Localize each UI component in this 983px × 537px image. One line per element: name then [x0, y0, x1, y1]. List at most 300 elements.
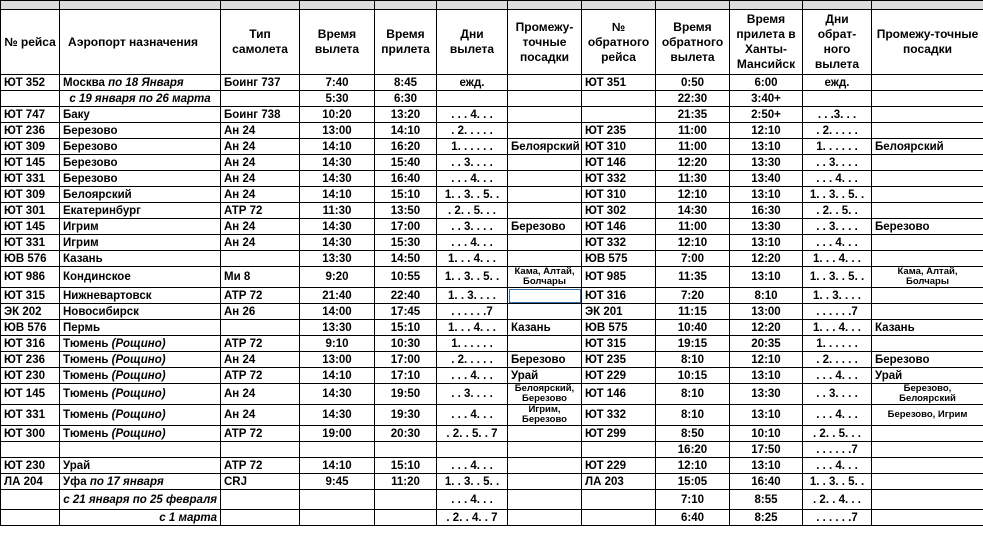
- cell-arr: [375, 235, 437, 251]
- cell-text: 12:20: [677, 156, 708, 169]
- cell-text: 14:30: [322, 220, 352, 233]
- cell-text: 10:30: [390, 337, 421, 350]
- cell-flight: [1, 405, 60, 426]
- cell-text: 13:50: [390, 204, 421, 217]
- cell-text: . . 3. . . .: [451, 220, 493, 233]
- cell-text: ЮТ 145: [4, 220, 45, 233]
- cell-text: 8:10: [754, 289, 778, 302]
- cell-text: 6:30: [393, 92, 418, 105]
- cell-ret-stops: [872, 91, 983, 107]
- cell-text: Белоярский, Березово: [514, 383, 575, 404]
- schedule-body: [1, 75, 983, 526]
- cell-ret-dep: [656, 458, 730, 474]
- cell-text: . . . 4. . .: [451, 172, 493, 185]
- cell-destination: [60, 155, 221, 171]
- cell-flight: [1, 384, 60, 405]
- cell-aircraft: [221, 251, 300, 267]
- cell-ret-arr: [730, 490, 803, 510]
- cell-flight: [1, 267, 60, 288]
- cell-text: 10:40: [677, 321, 708, 334]
- cell-text: ЮТ 145: [4, 156, 45, 169]
- cell-text: 0:50: [680, 76, 705, 89]
- cell-text: 2:50+: [751, 108, 781, 121]
- cell-days: [437, 320, 508, 336]
- cell-days: [437, 405, 508, 426]
- cell-days: [437, 219, 508, 235]
- cell-ret-stops: [872, 510, 983, 526]
- cell-ret-arr: [730, 91, 803, 107]
- cell-text: . . . 4. . .: [816, 172, 858, 185]
- cell-dep: [300, 352, 375, 368]
- cell-aircraft: [221, 267, 300, 288]
- cell-destination: [60, 405, 221, 426]
- cell-dep: [300, 458, 375, 474]
- cell-ret-days: [803, 442, 872, 458]
- cell-text: 12:10: [751, 124, 781, 137]
- cell-arr: [375, 352, 437, 368]
- cell-text: . . . 4. . .: [451, 409, 493, 421]
- cell-text: ЮТ 230: [4, 369, 45, 382]
- cell-text: Екатеринбург: [63, 204, 141, 217]
- cell-ret-stops: [872, 288, 983, 304]
- cell-days: [437, 107, 508, 123]
- cell-ret-dep: [656, 490, 730, 510]
- cell-destination: [60, 474, 221, 490]
- cell-arr: [375, 288, 437, 304]
- cell-ret-flight: [582, 320, 656, 336]
- cell-ret-stops: [872, 267, 983, 288]
- cell-text: ЮТ 146: [585, 156, 626, 169]
- cell-aircraft: [221, 75, 300, 91]
- cell-text: Ан 26: [224, 305, 256, 318]
- cell-ret-days: [803, 384, 872, 405]
- cell-text: Ан 24: [224, 220, 256, 233]
- cell-text: 15:10: [390, 321, 421, 334]
- table-row: [1, 384, 983, 405]
- cell-text: Ан 24: [224, 236, 256, 249]
- cell-text: Березово, Игрим: [887, 409, 968, 420]
- cell-flight: [1, 251, 60, 267]
- table-row: [1, 139, 983, 155]
- destination-note: (Рощино): [111, 427, 166, 440]
- cell-ret-stops: [872, 304, 983, 320]
- cell-ret-arr: [730, 384, 803, 405]
- cell-dep: [300, 107, 375, 123]
- cell-ret-arr: [730, 75, 803, 91]
- cell-text: 13:10: [751, 271, 781, 283]
- cell-aircraft: [221, 426, 300, 442]
- cell-ret-dep: [656, 474, 730, 490]
- cell-text: Ан 24: [224, 156, 256, 169]
- cell-ret-dep: [656, 187, 730, 203]
- cell-text: с 21 января по 25 февраля: [63, 493, 217, 506]
- cell-text: ЮТ 301: [4, 204, 45, 217]
- table-row: [1, 426, 983, 442]
- cell-text: Кондинское: [63, 271, 131, 283]
- cell-flight: [1, 458, 60, 474]
- table-row: [1, 107, 983, 123]
- cell-text: ЮТ 310: [585, 140, 626, 153]
- table-row: [1, 219, 983, 235]
- cell-text: 1. . . . . .: [451, 337, 493, 350]
- cell-text: Игрим: [63, 236, 99, 249]
- cell-text: Москва: [63, 76, 109, 89]
- cell-text: ЮТ 235: [585, 124, 626, 137]
- cell-text: 14:30: [322, 172, 352, 185]
- cell-text: 8:10: [680, 409, 705, 421]
- cell-flight: [1, 368, 60, 384]
- cell-text: ЮТ 230: [4, 459, 45, 472]
- cell-dep: [300, 405, 375, 426]
- cell-ret-arr: [730, 320, 803, 336]
- table-row: [1, 75, 983, 91]
- cell-text: ЮТ 229: [585, 369, 626, 382]
- cell-ret-stops: [872, 235, 983, 251]
- cell-text: ЮТ 331: [4, 409, 45, 421]
- cell-text: 17:50: [751, 443, 781, 456]
- cell-flight: [1, 352, 60, 368]
- cell-text: 1. . . 4. . .: [448, 321, 496, 334]
- cell-ret-stops: [872, 368, 983, 384]
- cell-text: 7:10: [680, 493, 705, 506]
- cell-text: 14:10: [322, 369, 352, 382]
- cell-ret-dep: [656, 352, 730, 368]
- cell-text: ЮТ 352: [4, 76, 45, 89]
- cell-destination: [60, 384, 221, 405]
- cell-ret-stops: [872, 405, 983, 426]
- cell-text: 16:30: [751, 204, 781, 217]
- cell-aircraft: [221, 320, 300, 336]
- cell-ret-flight: [582, 251, 656, 267]
- cell-aircraft: [221, 91, 300, 107]
- cell-text: АТР 72: [224, 427, 263, 440]
- cell-text: Березово: [63, 140, 118, 153]
- cell-text: 1. . 3. . . .: [813, 289, 861, 302]
- cell-ret-dep: [656, 320, 730, 336]
- cell-text: . . 3. . . .: [816, 388, 858, 400]
- cell-arr: [375, 336, 437, 352]
- cell-text: ЮТ 332: [585, 236, 626, 249]
- cell-text: 9:10: [325, 337, 349, 350]
- cell-days: [437, 235, 508, 251]
- cell-ret-dep: [656, 123, 730, 139]
- cell-text: Игрим: [63, 220, 99, 233]
- cell-stops: [508, 490, 582, 510]
- cell-days: [437, 368, 508, 384]
- cell-ret-flight: [582, 336, 656, 352]
- cell-text: 6:40: [680, 511, 705, 524]
- col-aircraft: Тип самолета: [221, 10, 300, 75]
- cell-text: с 1 марта: [159, 511, 217, 524]
- table-row: [1, 288, 983, 304]
- cell-ret-flight: [582, 187, 656, 203]
- cell-arr: [375, 75, 437, 91]
- cell-ret-days: [803, 123, 872, 139]
- cell-text: Белоярский: [511, 140, 580, 153]
- cell-text: 15:40: [390, 156, 421, 169]
- cell-days: [437, 442, 508, 458]
- cell-arr: [375, 442, 437, 458]
- cell-text: ЮТ 236: [4, 353, 45, 366]
- cell-aircraft: [221, 171, 300, 187]
- cell-text: Березово: [63, 124, 118, 137]
- cell-text: Новосибирск: [63, 305, 139, 318]
- cell-text: 1. . 3. . 5. .: [809, 271, 865, 283]
- cell-arr: [375, 155, 437, 171]
- cell-text: . . . 4. . .: [451, 369, 493, 382]
- cell-ret-stops: [872, 139, 983, 155]
- cell-stops: [508, 219, 582, 235]
- cell-aircraft: [221, 288, 300, 304]
- cell-text: 10:55: [390, 271, 421, 283]
- cell-ret-days: [803, 235, 872, 251]
- cell-ret-days: [803, 474, 872, 490]
- cell-text: ЮТ 302: [585, 204, 626, 217]
- cell-ret-arr: [730, 219, 803, 235]
- cell-ret-flight: [582, 288, 656, 304]
- cell-text: . 2. . 5. . 7: [446, 427, 498, 440]
- cell-text: ЮВ 576: [4, 252, 47, 265]
- cell-ret-arr: [730, 235, 803, 251]
- cell-aircraft: [221, 155, 300, 171]
- cell-flight: [1, 474, 60, 490]
- cell-text: 13:20: [390, 108, 421, 121]
- cell-text: Ан 24: [224, 188, 256, 201]
- cell-ret-days: [803, 203, 872, 219]
- cell-text: 13:10: [751, 459, 781, 472]
- cell-dep: [300, 251, 375, 267]
- cell-text: 8:10: [680, 388, 705, 400]
- cell-text: 17:00: [390, 220, 421, 233]
- cell-text: 16:40: [390, 172, 421, 185]
- cell-flight: [1, 171, 60, 187]
- cell-flight: [1, 510, 60, 526]
- cell-aircraft: [221, 187, 300, 203]
- cell-stops: [508, 384, 582, 405]
- cell-text: Ан 24: [224, 172, 256, 185]
- cell-aircraft: [221, 203, 300, 219]
- cell-stops: [508, 405, 582, 426]
- cell-text: ЮТ 331: [4, 172, 45, 185]
- cell-dep: [300, 123, 375, 139]
- cell-stops: [508, 235, 582, 251]
- cell-text: 15:30: [390, 236, 421, 249]
- cell-stops: [508, 474, 582, 490]
- cell-destination: [60, 510, 221, 526]
- cell-days: [437, 91, 508, 107]
- cell-days: [437, 139, 508, 155]
- cell-ret-arr: [730, 458, 803, 474]
- cell-days: [437, 304, 508, 320]
- cell-text: Казань: [511, 321, 551, 334]
- cell-days: [437, 288, 508, 304]
- cell-text: . . 3. . . .: [451, 388, 493, 400]
- cell-ret-days: [803, 75, 872, 91]
- cell-ret-arr: [730, 267, 803, 288]
- cell-arr: [375, 187, 437, 203]
- destination-note: (Рощино): [111, 388, 166, 400]
- cell-text: . . . . . .7: [816, 305, 858, 318]
- cell-ret-arr: [730, 352, 803, 368]
- cell-text: ЮВ 575: [585, 321, 628, 334]
- cell-ret-days: [803, 91, 872, 107]
- cell-ret-stops: [872, 171, 983, 187]
- cell-ret-dep: [656, 91, 730, 107]
- cell-text: 1. . 3. . 5. .: [809, 475, 865, 488]
- cell-ret-dep: [656, 304, 730, 320]
- cell-ret-days: [803, 490, 872, 510]
- cell-text: 19:00: [322, 427, 352, 440]
- cell-text: Березово: [511, 353, 566, 366]
- cell-destination: [60, 187, 221, 203]
- cell-text: . 2. . 4. . 7: [446, 511, 498, 524]
- cell-text: 1. . 3. . 5. .: [444, 475, 500, 488]
- cell-flight: [1, 203, 60, 219]
- cell-days: [437, 490, 508, 510]
- cell-text: . . . 4. . .: [451, 108, 493, 121]
- cell-text: Тюмень: [63, 337, 112, 350]
- cell-ret-flight: [582, 405, 656, 426]
- cell-text: ежд.: [459, 76, 485, 89]
- cell-text: 6:00: [754, 76, 778, 89]
- cell-aircraft: [221, 304, 300, 320]
- cell-flight: [1, 304, 60, 320]
- cell-text: Казань: [63, 252, 103, 265]
- cell-text: 16:20: [390, 140, 421, 153]
- cell-dep: [300, 510, 375, 526]
- cell-text: ЮТ 985: [585, 271, 626, 283]
- cell-ret-days: [803, 155, 872, 171]
- cell-text: . . 3. . . .: [816, 220, 858, 233]
- cell-text: . 2. . . . .: [816, 353, 858, 366]
- cell-arr: [375, 490, 437, 510]
- cell-text: Белоярский: [875, 140, 944, 153]
- table-row: [1, 203, 983, 219]
- cell-flight: [1, 235, 60, 251]
- cell-text: 11:30: [678, 172, 707, 185]
- cell-text: 13:40: [751, 172, 781, 185]
- cell-stops: [508, 458, 582, 474]
- cell-ret-stops: [872, 384, 983, 405]
- cell-text: . . . . . .7: [816, 511, 858, 524]
- cell-text: Березово: [63, 156, 118, 169]
- cell-ret-dep: [656, 107, 730, 123]
- cell-ret-days: [803, 304, 872, 320]
- cell-arr: [375, 203, 437, 219]
- col-ret-flight: № обратного рейса: [582, 10, 656, 75]
- cell-flight: [1, 490, 60, 510]
- cell-ret-dep: [656, 405, 730, 426]
- cell-text: . . . . . .7: [816, 443, 858, 456]
- cell-text: Тюмень: [63, 409, 112, 421]
- cell-text: 13:30: [751, 388, 781, 400]
- cell-text: 11:15: [678, 305, 707, 318]
- cell-ret-arr: [730, 288, 803, 304]
- cell-text: . . 3. . . .: [451, 156, 493, 169]
- cell-text: 5:30: [325, 92, 349, 105]
- cell-ret-flight: [582, 171, 656, 187]
- cell-text: 3:40+: [751, 92, 781, 105]
- cell-days: [437, 510, 508, 526]
- destination-note: (Рощино): [111, 353, 166, 366]
- cell-ret-days: [803, 458, 872, 474]
- cell-text: Урай: [511, 369, 539, 382]
- cell-text: 1. . 3. . 5. .: [444, 188, 500, 201]
- cell-text: Урай: [875, 369, 903, 382]
- table-row: [1, 352, 983, 368]
- cell-stops: [508, 91, 582, 107]
- cell-text: CRJ: [224, 475, 248, 488]
- cell-destination: [60, 91, 221, 107]
- cell-flight: [1, 320, 60, 336]
- table-row: [1, 320, 983, 336]
- cell-text: Урай: [63, 459, 91, 472]
- cell-ret-arr: [730, 426, 803, 442]
- cell-aircraft: [221, 490, 300, 510]
- cell-stops: [508, 155, 582, 171]
- cell-stops: [508, 123, 582, 139]
- cell-text: ЮТ 315: [4, 289, 45, 302]
- cell-text: ЮТ 309: [4, 140, 45, 153]
- cell-aircraft: [221, 384, 300, 405]
- table-row: [1, 510, 983, 526]
- cell-text: 1. . 3. . 5. .: [809, 188, 865, 201]
- cell-ret-flight: [582, 235, 656, 251]
- cell-days: [437, 384, 508, 405]
- table-row: [1, 123, 983, 139]
- cell-aircraft: [221, 474, 300, 490]
- destination-note: (Рощино): [111, 409, 166, 421]
- cell-text: 14:10: [322, 188, 352, 201]
- cell-stops: [508, 442, 582, 458]
- cell-text: 15:05: [677, 475, 708, 488]
- cell-ret-flight: [582, 384, 656, 405]
- cell-ret-flight: [582, 107, 656, 123]
- cell-text: Березово: [875, 353, 930, 366]
- cell-destination: [60, 171, 221, 187]
- cell-text: АТР 72: [224, 337, 263, 350]
- table-row: [1, 304, 983, 320]
- cell-stops: [508, 107, 582, 123]
- cell-text: 13:30: [751, 156, 781, 169]
- cell-flight: [1, 426, 60, 442]
- cell-text: 17:45: [390, 305, 421, 318]
- cell-ret-stops: [872, 123, 983, 139]
- table-row: [1, 405, 983, 426]
- cell-ret-stops: [872, 219, 983, 235]
- cell-stops: [508, 187, 582, 203]
- cell-aircraft: [221, 510, 300, 526]
- cell-days: [437, 75, 508, 91]
- cell-text: Боинг 738: [224, 108, 281, 121]
- cell-aircraft: [221, 336, 300, 352]
- cell-ret-stops: [872, 474, 983, 490]
- cell-text: 9:20: [325, 271, 349, 283]
- cell-text: . . . 4. . .: [816, 369, 858, 382]
- cell-arr: [375, 107, 437, 123]
- cell-text: ЮТ 299: [585, 427, 626, 440]
- cell-ret-dep: [656, 288, 730, 304]
- cell-text: АТР 72: [224, 459, 263, 472]
- cell-arr: [375, 123, 437, 139]
- cell-ret-arr: [730, 304, 803, 320]
- cell-ret-arr: [730, 203, 803, 219]
- cell-text: 14:10: [322, 140, 352, 153]
- cell-text: 19:30: [390, 409, 421, 421]
- cell-arr: [375, 405, 437, 426]
- cell-text: ЮВ 576: [4, 321, 47, 334]
- cell-text: 11:00: [678, 124, 707, 137]
